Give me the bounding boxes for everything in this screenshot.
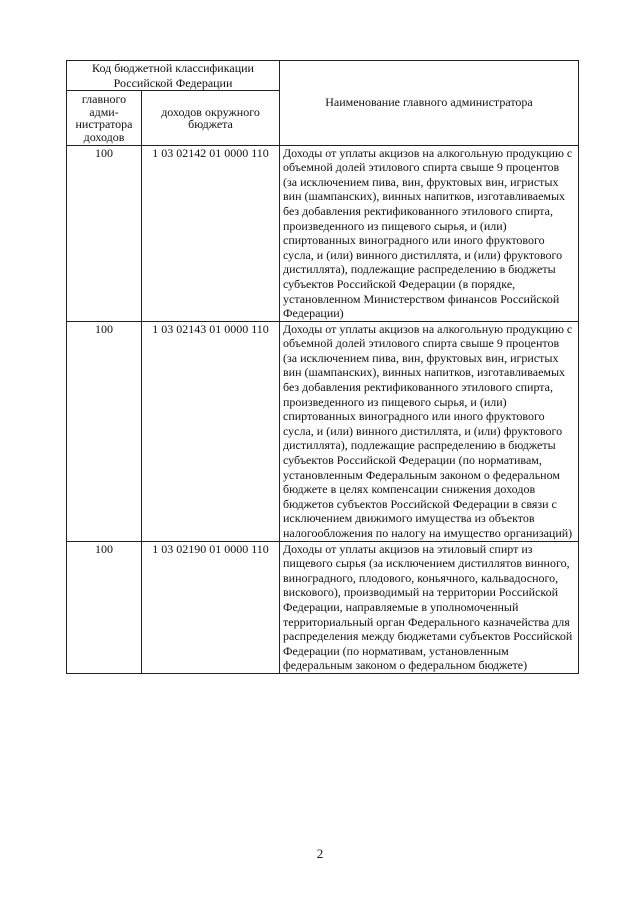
budget-classification-table — [66, 60, 579, 674]
admin-code-cell: 100 — [67, 321, 142, 541]
admin-code-cell: 100 — [67, 541, 142, 673]
table-row — [67, 541, 579, 673]
administrator-name-cell: Доходы от уплаты акцизов на этиловый спирт из пищевого сырья (за исключением дистиллятов винного, виноградного, плодового, коньячного, кальвадосного, вискового), производимый на территории Российской Федерации, направляемые в уполномоченный территориальный орган Федерального казначейства для распределения между бюджетами субъектов Российской Федерации (по нормативам, установленным федеральным законом о федеральном бюджете) — [280, 541, 579, 673]
header-budget-code-group: Код бюджетной классификации Российской Федерации — [67, 61, 280, 91]
revenue-code-cell: 1 03 02143 01 0000 110 — [142, 321, 280, 541]
table-row — [67, 145, 579, 321]
header-row-top — [67, 61, 579, 91]
header-administrator-name: Наименование главного администратора — [280, 61, 579, 146]
revenue-code-cell: 1 03 02190 01 0000 110 — [142, 541, 280, 673]
admin-code-cell: 100 — [67, 145, 142, 321]
page-number: 2 — [316, 846, 324, 861]
administrator-name-cell: Доходы от уплаты акцизов на алкогольную продукцию с объемной долей этилового спирта свыше 9 процентов (за исключением пива, вин, фруктовых вин, игристых вин (шампанских), винных напитков, изготавливаемых без добавления ректификованного этилового спирта, произведенного из пищевого сырья, и (или) спиртованных виноградного или иного фруктового сусла, и (или) винного дистиллята, и (или) фруктового дистиллята), подлежащие распределению в бюджеты субъектов Российской Федерации (по нормативам, установленным Федеральным законом о федеральном бюджете в целях компенсации снижения доходов бюджетов субъектов Российской Федерации в связи с исключением движимого имущества из объектов налогообложения по налогу на имущество организаций) — [280, 321, 579, 541]
header-main-administrator: главного адми-нистратора доходов — [67, 91, 142, 145]
header-district-revenue: доходов окружного бюджета — [142, 91, 280, 145]
table-row — [67, 321, 579, 541]
revenue-code-cell: 1 03 02142 01 0000 110 — [142, 145, 280, 321]
administrator-name-cell: Доходы от уплаты акцизов на алкогольную продукцию с объемной долей этилового спирта свыше 9 процентов (за исключением пива, вин, фруктовых вин, игристых вин (шампанских), винных напитков, изготавливаемых без добавления ректификованного этилового спирта, произведенного из пищевого сырья, и (или) спиртованных виноградного или иного фруктового сусла, и (или) винного дистиллята, и (или) фруктового дистиллята), подлежащие распределению в бюджеты субъектов Российской Федерации (в порядке, установленном Министерством финансов Российской Федерации) — [280, 145, 579, 321]
